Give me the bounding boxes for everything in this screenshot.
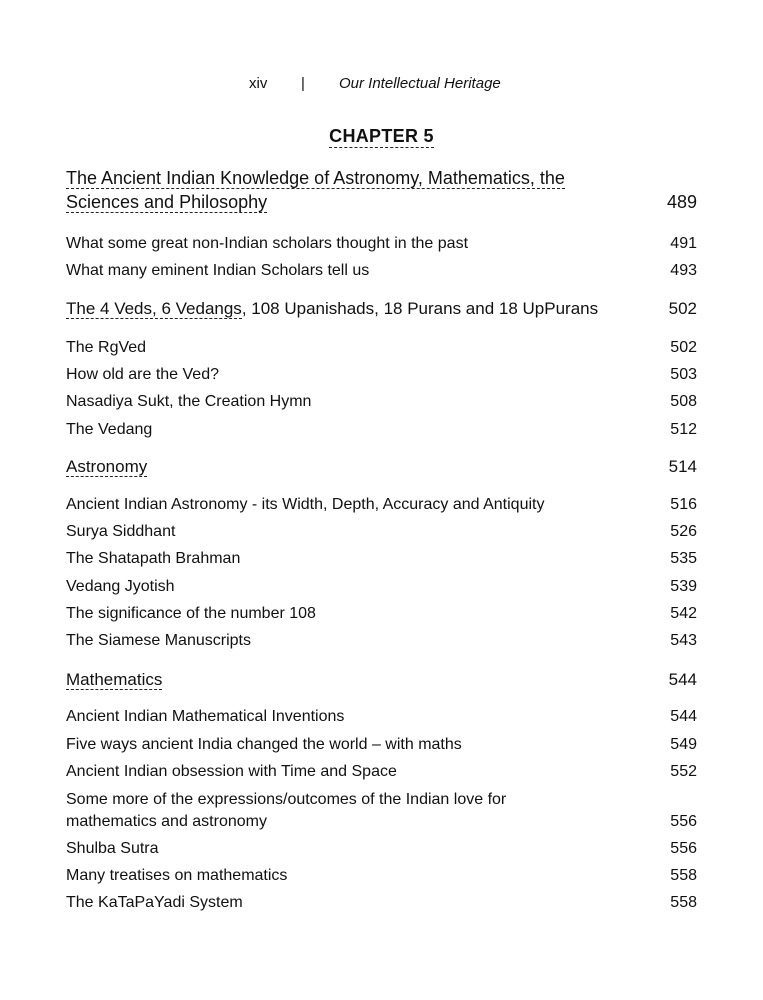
- toc-section-title: [66, 456, 651, 478]
- toc-page: 556: [670, 840, 697, 857]
- toc-entry[interactable]: [66, 337, 697, 359]
- toc-entry-title-line1: Some more of the expressions/outcomes of the Indian love for: [66, 791, 507, 808]
- toc-entry-title: Shulba Sutra: [66, 840, 159, 857]
- toc-entry[interactable]: [66, 865, 697, 887]
- toc-entry-title: Five ways ancient India changed the world – with maths: [66, 736, 462, 753]
- toc-section-title-line2: Sciences and Philosophy: [66, 192, 268, 212]
- toc-entry[interactable]: [66, 789, 697, 833]
- toc-page: 489: [666, 192, 697, 212]
- toc-entry[interactable]: [66, 391, 697, 413]
- toc-entry[interactable]: [66, 548, 697, 570]
- toc-page: 552: [670, 763, 697, 780]
- toc-entry[interactable]: [66, 419, 697, 441]
- toc-entry-title: The Vedang: [66, 421, 153, 438]
- toc-entry-title: What many eminent Indian Scholars tell us: [66, 262, 370, 279]
- toc-entry-title: The significance of the number 108: [66, 605, 316, 622]
- toc-page: 556: [670, 813, 697, 830]
- toc-entry-title-line2: mathematics and astronomy: [66, 813, 267, 830]
- toc-section-vedas[interactable]: [66, 298, 697, 320]
- toc-page: 512: [670, 421, 697, 438]
- toc-page: 543: [670, 632, 697, 649]
- toc-page: 508: [670, 393, 697, 410]
- toc-entry[interactable]: [66, 630, 697, 652]
- toc-section-title-underlined: The 4 Veds, 6 Vedangs: [66, 299, 242, 318]
- toc-entry[interactable]: [66, 260, 697, 282]
- toc-entry[interactable]: [66, 233, 697, 255]
- toc-entry-title: The KaTaPaYadi System: [66, 894, 243, 911]
- toc-entry-title: Surya Siddhant: [66, 523, 176, 540]
- toc-entry[interactable]: [66, 761, 697, 783]
- toc-section-title-text: Astronomy: [66, 457, 148, 476]
- toc-entry[interactable]: [66, 892, 697, 914]
- toc-section-title: [66, 669, 651, 691]
- book-title: Our Intellectual Heritage: [339, 75, 501, 92]
- toc-entry-title: What some great non-Indian scholars thought in the past: [66, 235, 469, 252]
- toc-entry[interactable]: [66, 603, 697, 625]
- toc-page: 549: [670, 736, 697, 753]
- toc-entry-title: Vedang Jyotish: [66, 578, 175, 595]
- toc-page: 542: [670, 605, 697, 622]
- toc-section-mathematics[interactable]: [66, 669, 697, 691]
- toc-entry-title: The RgVed: [66, 339, 147, 356]
- toc-section-title-text: Mathematics: [66, 670, 163, 689]
- toc-entry-title: The Siamese Manuscripts: [66, 632, 251, 649]
- header-separator: |: [301, 75, 305, 92]
- toc-page: 503: [670, 366, 697, 383]
- toc-section-title: [66, 298, 651, 320]
- toc-entry-title: Ancient Indian obsession with Time and Space: [66, 763, 397, 780]
- toc-section-title-rest: , 108 Upanishads, 18 Purans and 18 UpPurans: [241, 299, 599, 318]
- chapter-title: CHAPTER 5: [329, 126, 434, 146]
- toc-entry[interactable]: [66, 838, 697, 860]
- toc-page: 502: [668, 299, 697, 318]
- toc-page: 526: [670, 523, 697, 540]
- toc-page: 516: [670, 496, 697, 513]
- page-number: xiv: [249, 75, 268, 92]
- toc-entry[interactable]: [66, 521, 697, 543]
- toc-entry-title: The Shatapath Brahman: [66, 550, 241, 567]
- toc-entry[interactable]: [66, 364, 697, 386]
- toc-entry-title: Ancient Indian Astronomy - its Width, Depth, Accuracy and Antiquity: [66, 496, 545, 513]
- toc-section-title-line1: The Ancient Indian Knowledge of Astronomy, Mathematics, the: [66, 168, 565, 188]
- toc-entry[interactable]: [66, 494, 697, 516]
- toc-page: 558: [670, 867, 697, 884]
- toc-section-astronomy[interactable]: [66, 456, 697, 478]
- toc-entry[interactable]: [66, 734, 697, 756]
- toc-entry-title: How old are the Ved?: [66, 366, 219, 383]
- toc-page: 544: [668, 670, 697, 689]
- toc-page: 502: [670, 339, 697, 356]
- toc-page: 493: [670, 262, 697, 279]
- toc-page: 514: [668, 457, 697, 476]
- toc-entry-title: Nasadiya Sukt, the Creation Hymn: [66, 393, 312, 410]
- toc-entry[interactable]: [66, 576, 697, 598]
- toc-page: 491: [670, 235, 697, 252]
- toc-section-main[interactable]: [66, 166, 697, 214]
- toc-page: 535: [670, 550, 697, 567]
- toc-page: 558: [670, 894, 697, 911]
- toc-entry-title: Ancient Indian Mathematical Inventions: [66, 708, 345, 725]
- toc-entry-title: [66, 789, 651, 833]
- running-header: [0, 75, 763, 97]
- chapter-heading: [0, 126, 763, 147]
- toc-page: 539: [670, 578, 697, 595]
- toc-page: 544: [670, 708, 697, 725]
- toc-entry[interactable]: [66, 706, 697, 728]
- toc-entry-title: Many treatises on mathematics: [66, 867, 288, 884]
- toc-section-title: [66, 166, 646, 214]
